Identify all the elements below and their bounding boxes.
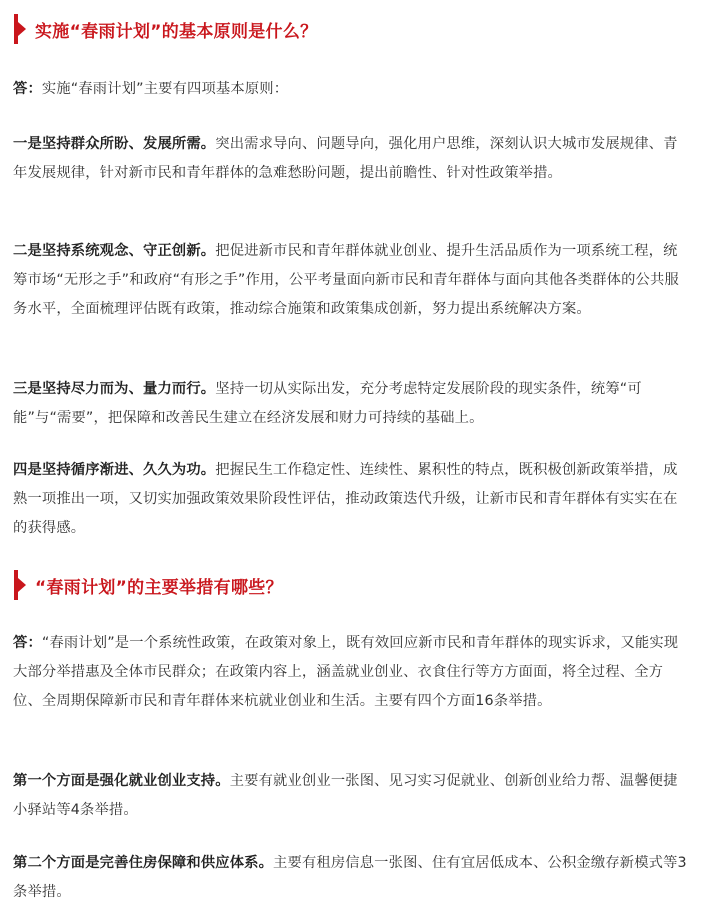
- section-heading-text: “春雨计划”的主要举措有哪些？: [35, 577, 283, 598]
- paragraph-lead: 一是坚持群众所盼、发展所需。: [13, 136, 216, 152]
- answer-intro-paragraph: [13, 75, 689, 104]
- paragraph-body: 实施“春雨计划”主要有四项基本原则：: [41, 81, 289, 97]
- paragraph-body: 主要有就业创业一张图、见习实习促就业、创新创业给力帮、温馨便捷小驿站等4条举措。: [13, 773, 678, 818]
- section-heading-text: 实施“春雨计划”的基本原则是什么？: [35, 21, 318, 42]
- measure-aspect-two-paragraph: [13, 849, 689, 907]
- paragraph-lead: 答：: [13, 81, 42, 97]
- paragraph-lead: 答：: [13, 635, 42, 651]
- paragraph-body: “春雨计划”是一个系统性政策，在政策对象上，既有效回应新市民和青年群体的现实诉求，又能实现大部分举措惠及全体市民群众；在政策内容上，涵盖就业创业、衣食住行等方方面面，将全过程、全方位、全周期保障新市民和青年群体来杭就业创业和生活。主要有四个方面16条举措。: [13, 635, 679, 709]
- paragraph-lead: 二是坚持系统观念、守正创新。: [13, 243, 216, 259]
- paragraph-body: 把促进新市民和青年群体就业创业、提升生活品质作为一项系统工程，统筹市场“无形之手”和政府“有形之手”作用，公平考量面向新市民和青年群体与面向其他各类群体的公共服务水平，全面梳理评估既有政策，推动综合施策和政策集成创新，努力提出系统解决方案。: [13, 243, 679, 317]
- paragraph-lead: 三是坚持尽力而为、量力而行。: [13, 381, 216, 397]
- paragraph-body: 主要有租房信息一张图、住有宜居低成本、公积金缴存新模式等3条举措。: [13, 855, 687, 900]
- measure-aspect-one-paragraph: [13, 767, 689, 825]
- principle-three-paragraph: [13, 375, 689, 433]
- red-flag-marker-icon: [14, 570, 27, 600]
- measures-intro-paragraph: [13, 629, 689, 716]
- paragraph-body: 突出需求导向、问题导向，强化用户思维，深刻认识大城市发展规律、青年发展规律，针对新市民和青年群体的急难愁盼问题，提出前瞻性、针对性政策举措。: [13, 136, 678, 181]
- principle-one-paragraph: [13, 130, 689, 188]
- section-heading-measures: [14, 570, 283, 600]
- principle-two-paragraph: [13, 237, 689, 324]
- red-flag-marker-icon: [14, 14, 27, 44]
- paragraph-lead: 第一个方面是强化就业创业支持。: [13, 773, 230, 789]
- section-heading-principles: [14, 14, 317, 44]
- paragraph-lead: 四是坚持循序渐进、久久为功。: [13, 462, 216, 478]
- paragraph-body: 把握民生工作稳定性、连续性、累积性的特点，既积极创新政策举措，成熟一项推出一项，又切实加强政策效果阶段性评估，推动政策迭代升级，让新市民和青年群体有实实在在的获得感。: [13, 462, 678, 536]
- principle-four-paragraph: [13, 456, 689, 543]
- paragraph-body: 坚持一切从实际出发，充分考虑特定发展阶段的现实条件，统筹“可能”与“需要”，把保障和改善民生建立在经济发展和财力可持续的基础上。: [13, 381, 642, 426]
- paragraph-lead: 第二个方面是完善住房保障和供应体系。: [13, 855, 274, 871]
